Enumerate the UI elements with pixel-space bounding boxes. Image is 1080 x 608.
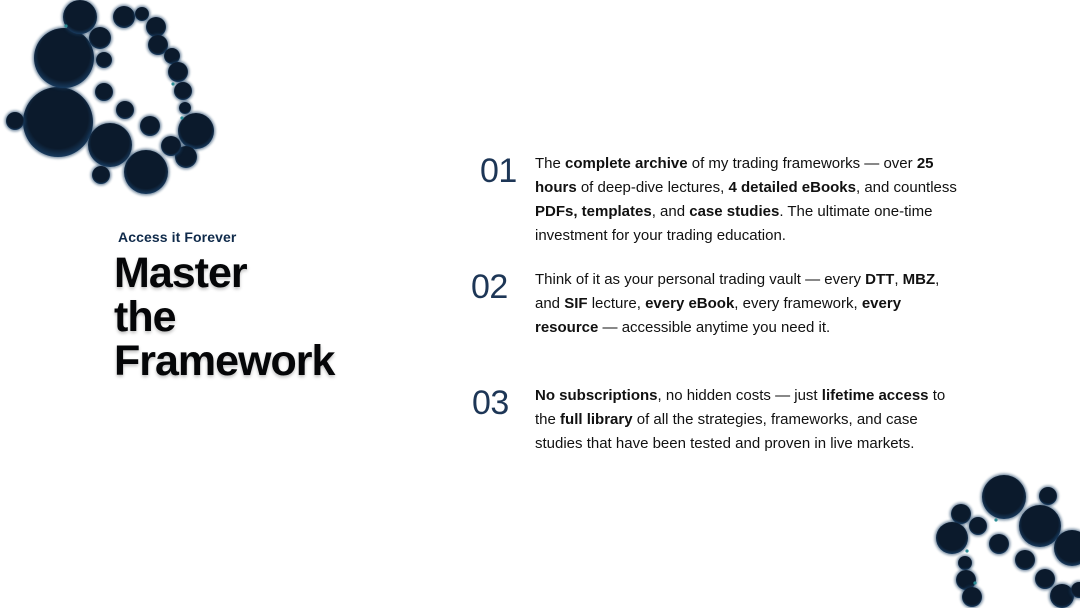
body-text: , and xyxy=(535,271,940,312)
bubble xyxy=(175,146,197,168)
bubble xyxy=(164,48,180,64)
bubble xyxy=(95,83,113,101)
bubble-glow xyxy=(950,503,973,526)
item-number: 02 xyxy=(471,268,508,306)
bubble xyxy=(178,113,214,149)
body-text: . The ultimate one-time investment for your trading education. xyxy=(535,203,933,244)
body-text: Think of it as your personal trading vault — every xyxy=(535,271,866,288)
bubble xyxy=(1071,582,1080,598)
bubble xyxy=(96,52,112,68)
bubble xyxy=(6,112,24,130)
eyebrow-label: Access it Forever xyxy=(118,229,237,245)
body-text: , xyxy=(894,271,903,288)
slide-title xyxy=(114,251,334,383)
bubble-glow xyxy=(935,521,970,556)
bubble-glow xyxy=(173,81,194,102)
body-text: , and xyxy=(651,203,690,220)
bubble xyxy=(1050,584,1074,608)
accent-dot xyxy=(171,82,174,85)
slide-title-line: Master xyxy=(114,249,247,297)
accent-dot xyxy=(973,581,976,584)
item-number: 01 xyxy=(480,152,517,190)
bubble xyxy=(135,7,149,21)
bubble-glow xyxy=(123,149,170,196)
bubble xyxy=(63,0,97,34)
slide-title-line: Framework xyxy=(114,337,335,385)
bubble xyxy=(116,101,134,119)
bubble-glow xyxy=(87,122,134,169)
accent-dot xyxy=(994,518,997,521)
bubble xyxy=(1019,505,1061,547)
bubble xyxy=(1054,530,1080,566)
bubble-glow xyxy=(968,516,989,537)
bubble-glow xyxy=(91,165,112,186)
bubble-glow xyxy=(88,26,113,51)
bubble xyxy=(140,116,160,136)
bubble-glow xyxy=(957,555,974,572)
bubble-glow xyxy=(139,115,162,138)
bubble xyxy=(113,6,135,28)
bubble-glow xyxy=(955,569,978,592)
body-text: of deep-dive lectures, xyxy=(576,179,729,196)
bubble-glow xyxy=(961,586,984,608)
bubble-glow xyxy=(5,111,26,132)
bubble-glow xyxy=(94,82,115,103)
emphasis-text: MBZ xyxy=(902,271,936,288)
item-number: 03 xyxy=(472,384,509,422)
bubble-glow xyxy=(163,47,182,66)
bubble xyxy=(89,27,111,49)
bubble-glow xyxy=(22,86,95,159)
bubble xyxy=(168,62,188,82)
accent-dot xyxy=(180,116,183,119)
bubble-glow xyxy=(1018,504,1063,549)
item-description xyxy=(535,268,965,340)
emphasis-text: full library xyxy=(560,411,633,428)
bubble-glow xyxy=(1038,486,1059,507)
bubble-glow xyxy=(1053,529,1080,568)
bubble-glow xyxy=(1070,581,1080,600)
bubble xyxy=(969,517,987,535)
bubble xyxy=(958,556,972,570)
body-text: The xyxy=(535,155,566,172)
bubble-glow xyxy=(167,61,190,84)
bubble xyxy=(936,522,968,554)
bubble xyxy=(88,123,132,167)
item-description xyxy=(535,152,965,248)
bubble-glow xyxy=(147,34,170,57)
bubble-glow xyxy=(115,100,136,121)
bubble xyxy=(34,28,94,88)
bubble xyxy=(1039,487,1057,505)
body-text: of all the strategies, frameworks, and case studies that have been tested and proven in live markets. xyxy=(535,411,918,452)
bubble-glow xyxy=(178,101,193,116)
bubble xyxy=(92,166,110,184)
slide-title-line: the xyxy=(114,293,176,341)
body-text: , every framework, xyxy=(734,295,862,312)
bubble-glow xyxy=(174,145,199,170)
bubble xyxy=(146,17,166,37)
item-description xyxy=(535,384,965,456)
bubble-glow xyxy=(1049,583,1076,608)
bubble-glow xyxy=(177,112,216,151)
body-text: — accessible anytime you need it. xyxy=(598,319,831,336)
bubble xyxy=(989,534,1009,554)
emphasis-text: case studies xyxy=(689,203,780,220)
body-text: to the xyxy=(535,387,946,428)
bubble xyxy=(148,35,168,55)
bubble xyxy=(1035,569,1055,589)
accent-dot xyxy=(965,549,968,552)
emphasis-text: lifetime access xyxy=(821,387,929,404)
body-text: , no hidden costs — just xyxy=(657,387,822,404)
bubble-glow xyxy=(1014,549,1037,572)
bubble-glow xyxy=(62,0,99,36)
emphasis-text: every eBook xyxy=(645,295,735,312)
bubble xyxy=(179,102,191,114)
bubble xyxy=(962,587,982,607)
emphasis-text: complete archive xyxy=(565,155,688,172)
body-text: lecture, xyxy=(587,295,646,312)
bubble xyxy=(1015,550,1035,570)
bubble xyxy=(161,136,181,156)
bubble-glow xyxy=(1034,568,1057,591)
emphasis-text: 25 hours xyxy=(535,155,934,196)
emphasis-text: PDFs, templates xyxy=(535,203,652,220)
bubble xyxy=(174,82,192,100)
bubble-glow xyxy=(112,5,137,30)
emphasis-text: 4 detailed eBooks xyxy=(728,179,856,196)
bubble-glow xyxy=(134,6,151,23)
bubble xyxy=(982,475,1026,519)
bubble xyxy=(23,87,93,157)
emphasis-text: every resource xyxy=(535,295,902,336)
bubble xyxy=(124,150,168,194)
bubble xyxy=(951,504,971,524)
accent-dot xyxy=(64,24,67,27)
body-text: of my trading frameworks — over xyxy=(687,155,917,172)
emphasis-text: DTT xyxy=(865,271,895,288)
bubble-glow xyxy=(33,27,96,90)
bubble-glow xyxy=(981,474,1028,521)
body-text: , and countless xyxy=(855,179,957,196)
bubble xyxy=(956,570,976,590)
bubble-glow xyxy=(988,533,1011,556)
bubble-glow xyxy=(95,51,114,70)
bubble-glow xyxy=(145,16,168,39)
bubble-glow xyxy=(160,135,183,158)
emphasis-text: No subscriptions xyxy=(535,387,658,404)
emphasis-text: SIF xyxy=(564,295,588,312)
